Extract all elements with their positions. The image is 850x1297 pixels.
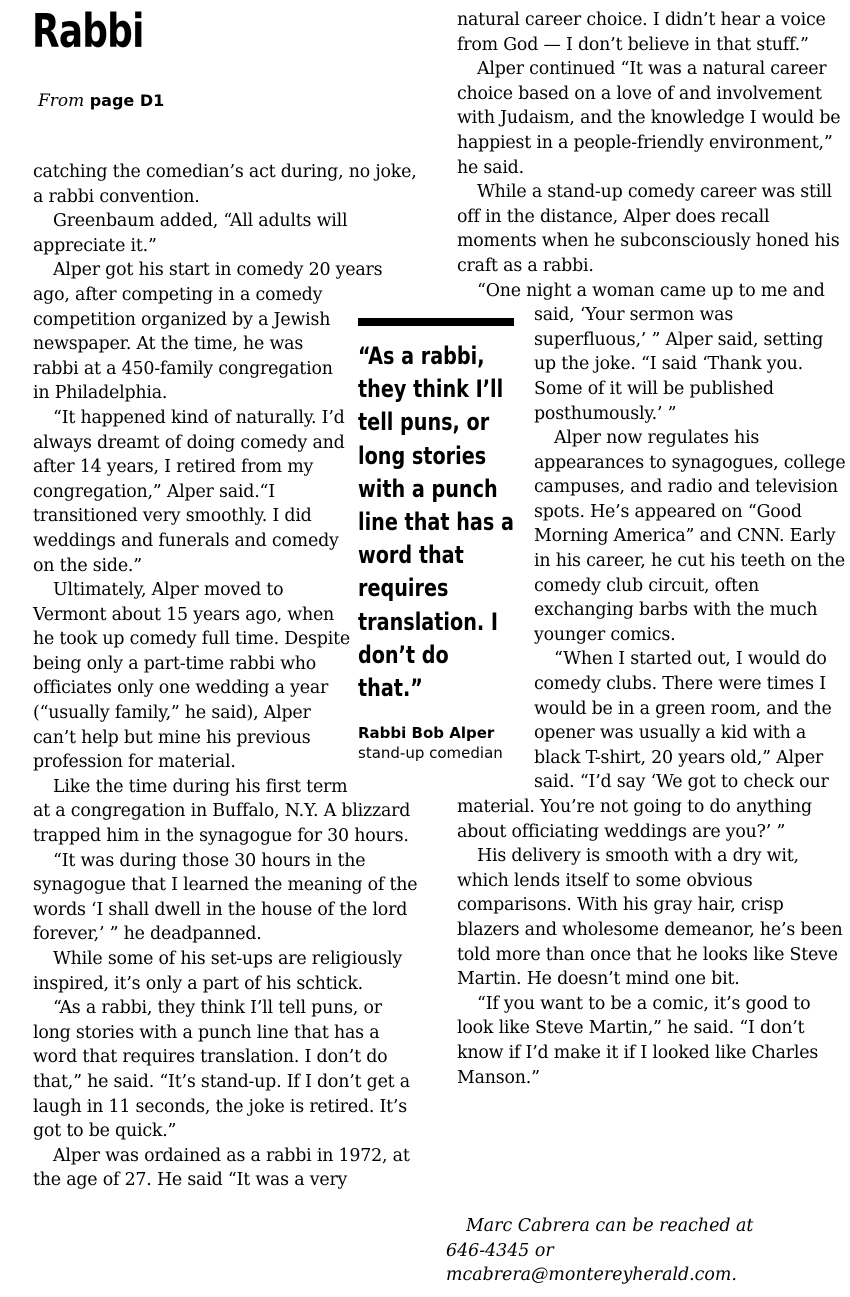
byline-line-1: Marc Cabrera can be reached at [466, 1216, 754, 1236]
article-paragraph: “It was during those 30 hours in the synagogue that I learned the meaning of the words ‘I shall dwell in the house of the lord forever,’ ” he deadpanned. [33, 850, 418, 945]
article-paragraph: Like the time during his first term at a congregation in Buffalo, N.Y. A blizzard trapped him in the synagogue for 30 hours. [33, 776, 411, 847]
article-paragraph: “It happened kind of naturally. I’d always dreamt of doing comedy and after 14 years, I retired from my congregation,” Alper said.“I transitioned very smoothly. I did weddings and funerals and comedy on the side.” [33, 407, 345, 576]
byline-line-2: 646-4345 or [446, 1240, 554, 1261]
pull-quote-attribution-name: Rabbi Bob Alper [358, 724, 495, 743]
headline: Rabbi [32, 4, 144, 58]
jump-from: From [38, 91, 85, 111]
article-paragraph: Alper continued “It was a natural career choice based on a love of and involvement with Judaism, and the knowledge I would be happiest in a people-friendly environment,” he said. [457, 59, 841, 178]
article-paragraph: catching the comedian’s act during, no joke, a rabbi convention. [33, 162, 417, 207]
article-paragraph: “One night a woman came up to me and said, ‘Your sermon was superfluous,’ ” Alper said, setting up the joke. “I said ‘Thank you. Some of it will be published posthumously.’ ” [477, 280, 825, 424]
article-paragraph: “When I started out, I would do comedy clubs. There were times I would be in a green room, and the opener was usually a kid with a black T-shirt, 20 years old,” Alper said. “I’d say ‘We got to check our material. You’re not going to do anything about officiating weddings are you?’ ” [457, 649, 832, 842]
article-paragraph: His delivery is smooth with a dry wit, which lends itself to some obvious comparisons. With his gray hair, crisp blazers and wholesome demeanor, he’s been told more than once that he looks like Steve Martin. He doesn’t mind one bit. [457, 846, 843, 990]
byline-line-3: mcabrera@montereyherald.com. [446, 1265, 737, 1286]
article-paragraph: While some of his set-ups are religiously inspired, it’s only a part of his schtick. [33, 949, 402, 994]
article-column-2 [457, 8, 847, 1090]
pull-quote-attribution-title: stand-up comedian [358, 744, 503, 763]
article-paragraph: natural career choice. I didn’t hear a voice from God — I don’t believe in that stuff.” [457, 10, 826, 55]
author-contact [446, 1214, 846, 1288]
article-paragraph: “If you want to be a comic, it’s good to look like Steve Martin,” he said. “I don’t know if I’d make it if I looked like Charles Manson.” [457, 993, 819, 1088]
jump-page: page D1 [89, 91, 165, 110]
article-paragraph: While a stand-up comedy career was still off in the distance, Alper does recall moments when he subconsciously honed his craft as a rabbi. [457, 182, 840, 276]
wrap-spacer [457, 318, 534, 775]
article-paragraph: Alper now regulates his appearances to synagogues, college campuses, and radio and television spots. He’s appeared on “Good Morning America” and CNN. Early in his career, he cut his teeth on the comedy club circuit, often exchanging barbs with the much younger comics. [534, 428, 846, 645]
article-paragraph: Alper was ordained as a rabbi in 1972, at the age of 27. He said “It was a very [33, 1145, 410, 1191]
article-paragraph: Greenbaum added, “All adults will appreciate it.” [33, 211, 348, 256]
jump-line [38, 90, 164, 112]
article-paragraph: Alper got his start in comedy 20 years ago, after competing in a comedy competition organized by a Jewish newspaper. At the time, he was rabbi at a 450-family congregation in Philadelphia. [33, 260, 383, 404]
pull-quote-text: “As a rabbi, they think I’ll tell puns, or long stories with a punch line that has a word that requires translation. I don’t do that.” [358, 342, 514, 703]
article-paragraph: “As a rabbi, they think I’ll tell puns, or long stories with a punch line that has a word that requires translation. I don’t do that,” he said. “It’s stand-up. If I don’t get a laugh in 11 seconds, the joke is retired. It’s got to be quick.” [33, 998, 410, 1142]
article-paragraph: Ultimately, Alper moved to Vermont about 15 years ago, when he took up comedy full time. Despite being only a part-time rabbi who officiates only one wedding a year (“usually family,” he said), Alper can’t help but mine his previous profession for material. [33, 580, 350, 773]
